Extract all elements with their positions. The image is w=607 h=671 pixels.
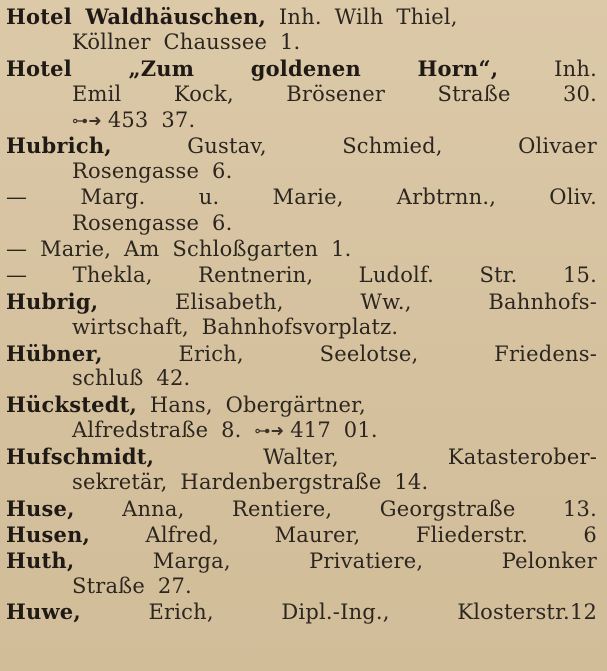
entry-first-line — [6, 4, 597, 30]
entry-details: Walter, Katasterober- — [154, 445, 597, 470]
entry-continuation-line — [6, 574, 597, 600]
entry-details: Erich, Seelotse, Friedens- — [102, 341, 597, 366]
entry-surname: Hotel Waldhäuschen, — [6, 4, 266, 29]
phone-icon: ⊶➜ — [254, 421, 285, 441]
entry-surname: Hubrich, — [6, 133, 112, 159]
entry-details: schluß 42. — [72, 366, 191, 391]
entry-details: Rosengasse 6. — [72, 211, 233, 236]
directory-entry — [6, 522, 597, 548]
entry-details: — Marg. u. Marie, Arbtrnn., Oliv. — [6, 185, 597, 210]
entry-details: — Marie, Am Schloßgarten 1. — [6, 237, 352, 262]
entry-first-line — [6, 237, 597, 263]
directory-entry — [6, 4, 597, 56]
entry-details: Erich, Dipl.-Ing., Klosterstr.12 — [80, 600, 597, 625]
directory-entry — [6, 548, 597, 600]
entry-surname: Hotel „Zum goldenen Horn“, — [6, 55, 499, 81]
entry-continuation-line — [6, 211, 597, 237]
directory-entry — [6, 237, 597, 263]
entry-surname: Hufschmidt, — [6, 444, 155, 470]
entry-continuation-line — [6, 366, 597, 392]
directory-entry — [6, 289, 597, 341]
entry-details: Gustav, Schmied, Olivaer — [111, 134, 597, 159]
phone-icon: ⊶➜ — [72, 110, 102, 130]
entry-details: Alfredstraße 8. — [72, 418, 242, 443]
entry-details: Elisabeth, Ww., Bahnhofs- — [98, 289, 597, 314]
directory-entry — [6, 444, 597, 496]
entry-continuation-line — [6, 159, 597, 185]
entry-first-line — [6, 289, 597, 315]
entry-details: Köllner Chaussee 1. — [72, 29, 301, 54]
entry-details: Inh. Wilh Thiel, — [266, 5, 458, 29]
entry-surname: Hübner, — [6, 340, 103, 366]
entry-continuation-line — [6, 108, 597, 134]
directory-entry — [6, 341, 597, 393]
entry-surname: Huth, — [6, 547, 75, 573]
entry-first-line — [6, 392, 597, 418]
directory-entry — [6, 496, 597, 522]
entry-details: Straße 27. — [72, 573, 192, 598]
directory-entry — [6, 392, 597, 444]
entry-continuation-line — [6, 82, 597, 108]
entry-first-line — [6, 496, 597, 522]
entry-surname: Huwe, — [6, 599, 81, 625]
entry-continuation-line — [6, 470, 597, 496]
directory-entry — [6, 263, 597, 289]
directory-entry — [6, 133, 597, 185]
entry-details: Emil Kock, Brösener Straße 30. — [72, 81, 597, 106]
entry-first-line — [6, 341, 597, 367]
entry-details: Marga, Privatiere, Pelonker — [74, 548, 597, 573]
entry-details: sekretär, Hardenbergstraße 14. — [72, 470, 429, 495]
entry-first-line — [6, 522, 597, 548]
entry-continuation-line — [6, 418, 597, 444]
entry-details: Anna, Rentiere, Georgstraße 13. — [74, 496, 597, 521]
entry-first-line — [6, 548, 597, 574]
entry-details: Alfred, Maurer, Fliederstr. 6 — [90, 522, 597, 547]
entry-first-line — [6, 263, 597, 289]
entry-continuation-line — [6, 30, 597, 56]
entry-surname: Hubrig, — [6, 288, 99, 314]
entry-surname: Hückstedt, — [6, 392, 138, 418]
entry-details: Hans, Obergärtner, — [137, 393, 366, 418]
entry-details: Rosengasse 6. — [72, 159, 233, 184]
directory-entry — [6, 185, 597, 237]
entry-first-line — [6, 599, 597, 625]
entry-details: Inh. — [498, 56, 597, 81]
entry-first-line — [6, 185, 597, 211]
entry-details: — Thekla, Rentnerin, Ludolf. Str. 15. — [6, 262, 597, 287]
entry-first-line — [6, 444, 597, 470]
entry-continuation-line — [6, 315, 597, 341]
entry-surname: Huse, — [6, 495, 75, 521]
directory-entry — [6, 599, 597, 625]
entry-details: 453 37. — [107, 107, 196, 132]
phone-number: 417 01. — [290, 418, 378, 443]
entry-first-line — [6, 133, 597, 159]
entry-details: wirtschaft, Bahnhofsvorplatz. — [72, 314, 399, 339]
entry-surname: Husen, — [6, 521, 91, 547]
directory-entry — [6, 56, 597, 134]
entry-first-line — [6, 56, 597, 82]
